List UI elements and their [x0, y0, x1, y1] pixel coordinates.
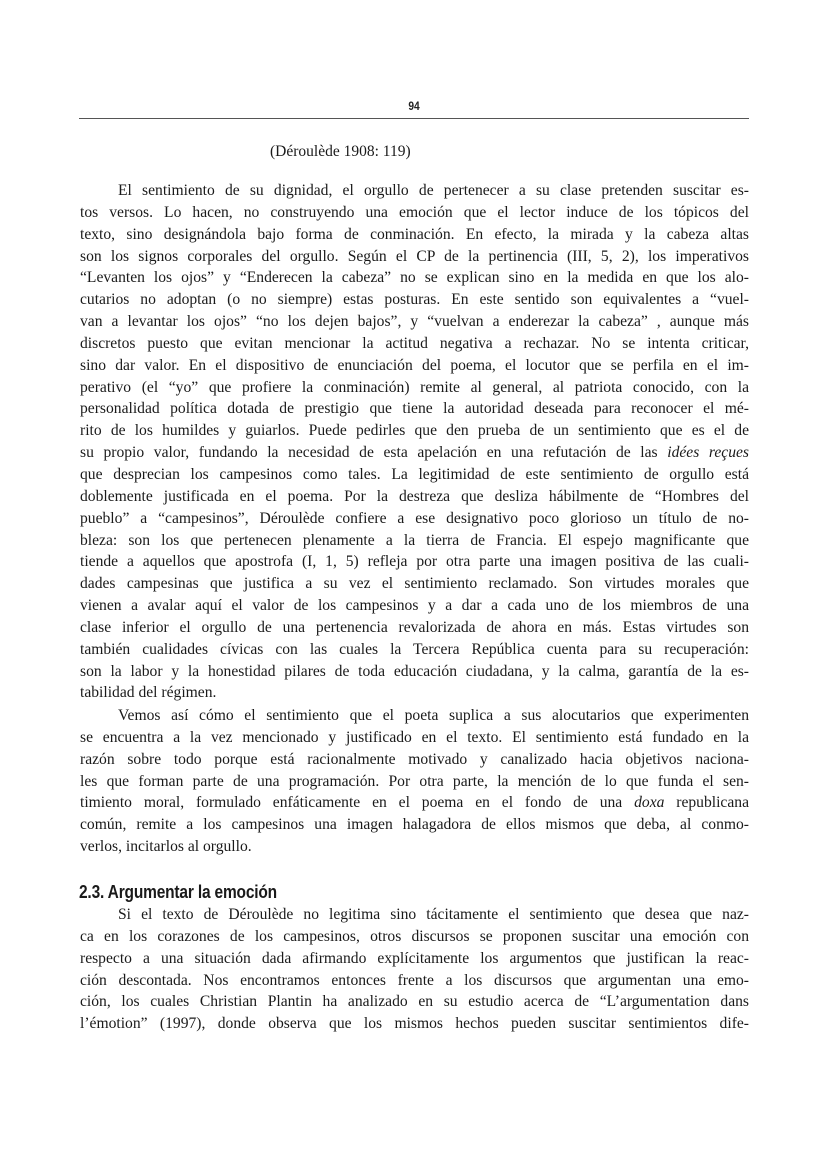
text-line: Vemos así cómo el sentimiento que el poeta suplica a sus alocutarios que experimenten	[118, 707, 749, 724]
text-line: se encuentra a la vez mencionado y justificado en el texto. El sentimiento está fundado en la	[80, 728, 749, 746]
text-line: tos versos. Lo hacen, no construyendo una emoción que el lector induce de los tópicos del	[80, 203, 749, 221]
paragraph	[80, 180, 749, 704]
header-rule	[79, 118, 749, 119]
text-span: timiento moral, formulado enfáticamente en el poema en el fondo de una	[80, 794, 635, 812]
text-line: doblemente justificada en el poema. Por la destreza que desliza hábilmente de “Hombres del	[80, 487, 749, 505]
text-line: texto, sino designándola bajo forma de conminación. En efecto, la mirada y la cabeza altas	[80, 225, 749, 243]
text-line: tabilidad del régimen.	[80, 684, 217, 702]
text-line	[80, 442, 749, 464]
text-line: tiende a aquellos que apostrofa (I, 1, 5) refleja por otra parte una imagen positiva de las cuali-	[80, 553, 749, 571]
text-line: común, remite a los campesinos una imagen halagadora de ellos mismos que deba, al conmo-	[80, 816, 749, 834]
text-line: razón sobre todo porque está racionalmente motivado y canalizado hacia objetivos naciona-	[80, 750, 749, 768]
paragraph	[80, 904, 749, 1035]
text-line: ción descontada. Nos encontramos entonces frente a los discursos que argumentan una emo-	[80, 971, 749, 989]
text-line: sino dar valor. En el dispositivo de enunciación del poema, el locutor que se perfila en el im-	[80, 356, 749, 374]
text-line: l’émotion” (1997), donde observa que los mismos hechos pueden suscitar sentimientos dife-	[80, 1015, 749, 1033]
citation: (Déroulède 1908: 119)	[270, 143, 411, 160]
text-line: dades campesinas que justifica a su vez el sentimiento reclamado. Son virtudes morales que	[80, 575, 749, 593]
text-line: son los signos corporales del orgullo. Según el CP de la pertinencia (III, 5, 2), los imperativos	[80, 247, 749, 265]
text-line: perativo (el “yo” que profiere la conminación) remite al general, al patriota conocido, con la	[80, 378, 749, 396]
text-line: respecto a una situación dada afirmando explícitamente los argumentos que justifican la reac-	[80, 949, 749, 967]
text-line: clase inferior el orgullo de una pertenencia revalorizada de ahora en más. Estas virtudes son	[80, 618, 749, 636]
text-span: republicana	[664, 794, 749, 812]
text-line: rito de los humildes y guiarlos. Puede pedirles que den prueba de un sentimiento que es el de	[80, 422, 749, 440]
italic-term: idées reçues	[667, 444, 750, 462]
text-span: su propio valor, fundando la necesidad de esta apelación en una refutación de las	[80, 444, 668, 462]
page-number: 94	[408, 99, 420, 113]
text-line: que desprecian los campesinos como tales. La legitimidad de este sentimiento de orgullo está	[80, 465, 749, 483]
paragraph	[80, 705, 749, 858]
text-line: bleza: son los que pertenecen plenamente a la tierra de Francia. El espejo magnificante que	[80, 531, 749, 549]
text-line: ca en los corazones de los campesinos, otros discursos se proponen suscitar una emoción con	[80, 927, 749, 945]
section-heading: 2.3. Argumentar la emoción	[79, 882, 277, 902]
text-line: también cualidades cívicas con las cuales la Tercera República cuenta para su recuperación:	[80, 640, 749, 658]
text-line: cutarios no adoptan (o no siempre) estas posturas. En este sentido son equivalentes a “vuel-	[80, 291, 749, 309]
text-line: pueblo” a “campesinos”, Déroulède confiere a ese designativo poco glorioso un título de no-	[80, 509, 749, 527]
text-line	[80, 792, 749, 814]
text-line: son la labor y la honestidad pilares de toda educación ciudadana, y la calma, garantía de la es-	[80, 662, 749, 680]
text-line: van a levantar los ojos” “no los dejen bajos”, y “vuelvan a enderezar la cabeza” , aunque más	[80, 313, 749, 331]
text-line: les que forman parte de una programación. Por otra parte, la mención de lo que funda el sen-	[80, 772, 749, 790]
text-line: personalidad política dotada de prestigio que tiene la autoridad deseada para reconocer el mé-	[80, 400, 749, 418]
text-line: El sentimiento de su dignidad, el orgullo de pertenecer a su clase pretenden suscitar es-	[118, 182, 749, 199]
text-line: discretos puesto que evitan mencionar la actitud negativa a rechazar. No se intenta criticar,	[80, 334, 749, 352]
text-line: ción, los cuales Christian Plantin ha analizado en su estudio acerca de “L’argumentation dans	[80, 993, 749, 1011]
text-line: “Levanten los ojos” y “Enderecen la cabeza” no se explican sino en la medida en que los alo-	[80, 269, 749, 287]
text-line: verlos, incitarlos al orgullo.	[80, 838, 252, 856]
italic-term: doxa	[634, 794, 665, 812]
text-line: Si el texto de Déroulède no legitima sino tácitamente el sentimiento que desea que naz-	[118, 906, 749, 923]
text-line: vienen a avalar aquí el valor de los campesinos y a dar a cada uno de los miembros de una	[80, 597, 749, 615]
